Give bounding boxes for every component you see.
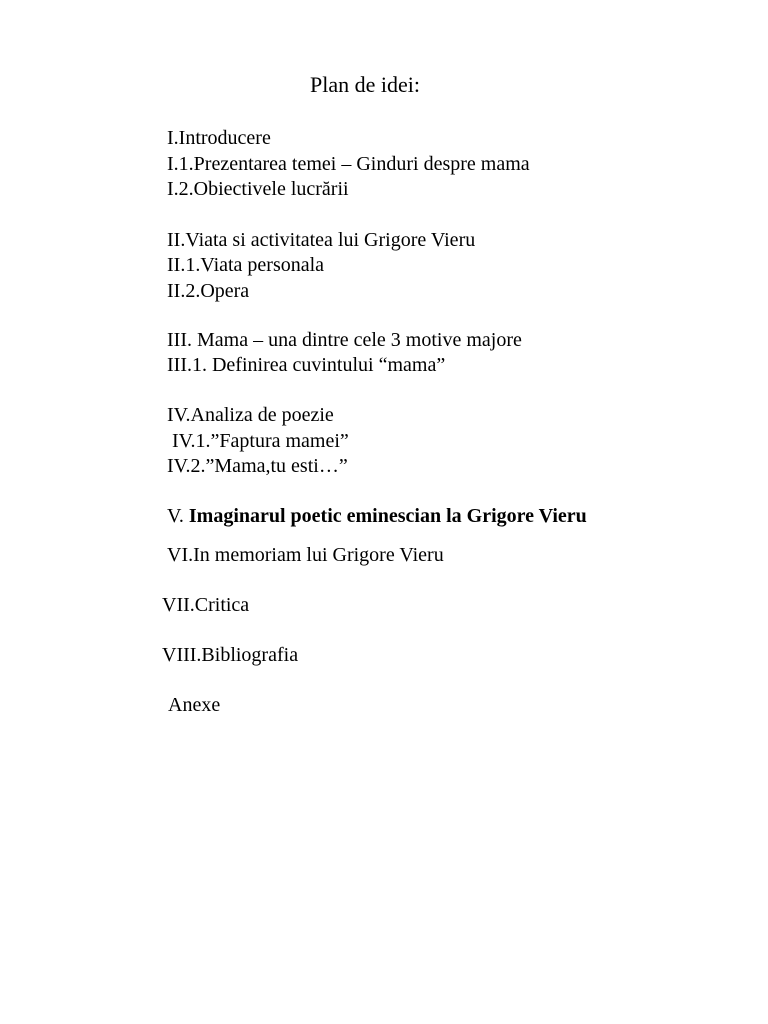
section-imaginarul-title: Imaginarul poetic eminescian la Grigore Vieru — [188, 505, 587, 527]
section-imaginarul-poetic — [167, 504, 587, 528]
subsection-prezentarea-temei: I.1.Prezentarea temei – Ginduri despre mama — [167, 153, 530, 175]
section-anexe: Anexe — [168, 694, 221, 716]
section-mama-motive: III. Mama – una dintre cele 3 motive majore — [167, 329, 522, 351]
section-in-memoriam: VI.In memoriam lui Grigore Vieru — [167, 544, 444, 566]
section-analiza-poezie: IV.Analiza de poezie — [167, 404, 334, 426]
section-introducere: I.Introducere — [167, 127, 271, 149]
subsection-mama-tu-esti: IV.2.”Mama,tu esti…” — [167, 455, 348, 477]
page-title: Plan de idei: — [310, 72, 420, 97]
subsection-faptura-mamei: IV.1.”Faptura mamei” — [172, 430, 349, 452]
section-bibliografia: VIII.Bibliografia — [162, 644, 299, 666]
section-critica: VII.Critica — [162, 594, 250, 616]
subsection-viata-personala: II.1.Viata personala — [167, 254, 325, 276]
section-viata-activitatea: II.Viata si activitatea lui Grigore Vieru — [167, 229, 476, 251]
section-imaginarul-prefix: V. — [167, 505, 184, 527]
subsection-definirea-cuvintului: III.1. Definirea cuvintului “mama” — [167, 354, 446, 376]
subsection-obiectivele: I.2.Obiectivele lucrării — [167, 178, 349, 200]
subsection-opera: II.2.Opera — [167, 280, 250, 302]
